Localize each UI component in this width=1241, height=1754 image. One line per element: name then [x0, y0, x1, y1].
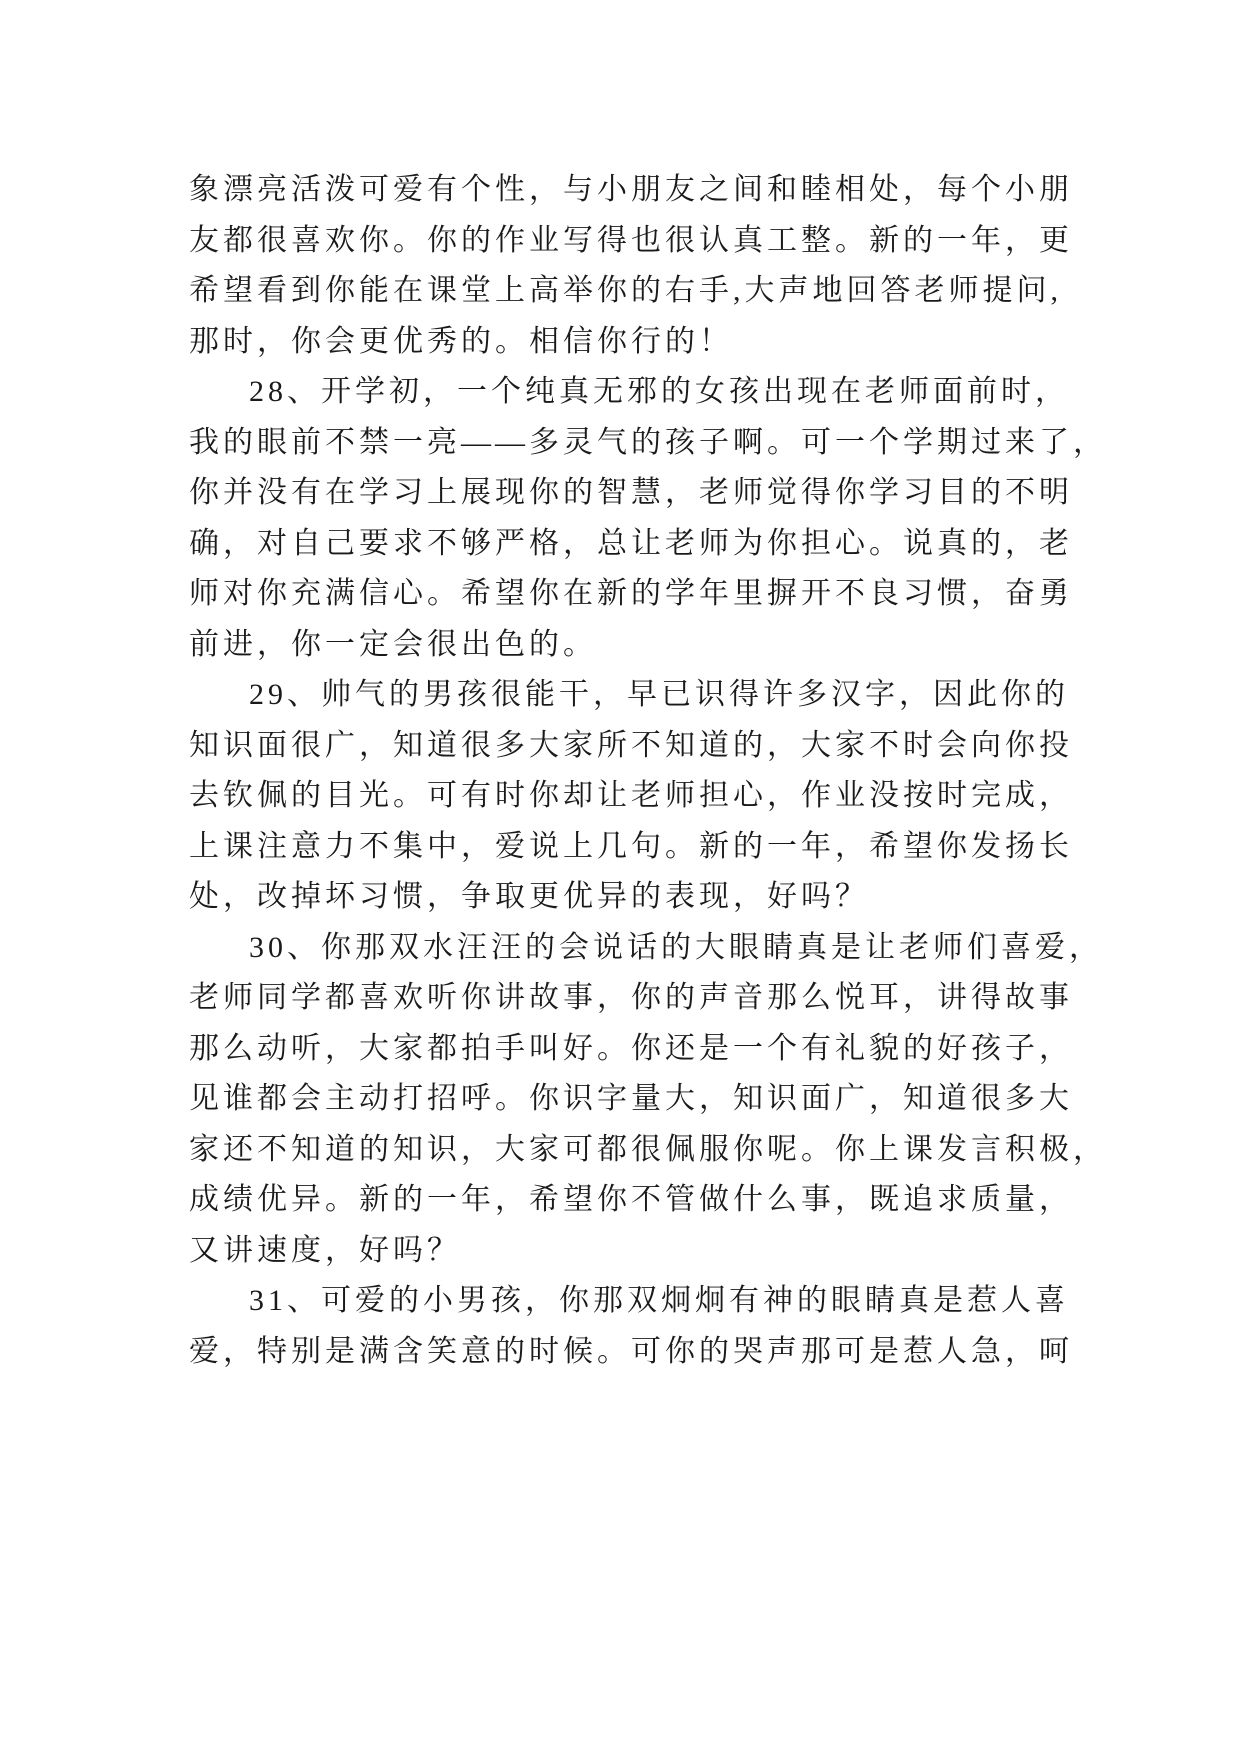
text-line: 前进，你一定会很出色的。 [189, 627, 597, 661]
text-line: 那么动听，大家都拍手叫好。你还是一个有礼貌的好孩子， [189, 1031, 1073, 1065]
text-line: 爱，特别是满含笑意的时候。可你的哭声那可是惹人急，呵 [189, 1334, 1073, 1368]
text-line: 成绩优异。新的一年，希望你不管做什么事，既追求质量， [189, 1183, 1073, 1216]
text-line: 又讲速度，好吗？ [189, 1233, 461, 1267]
text-line: 你并没有在学习上展现你的智慧，老师觉得你学习目的不明 [189, 476, 1073, 509]
text-line: 希望看到你能在课堂上高举你的右手,大声地回答老师提问, [189, 274, 1062, 307]
text-line: 友都很喜欢你。你的作业写得也很认真工整。新的一年，更 [189, 223, 1073, 257]
text-line: 见谁都会主动打招呼。你识字量大，知识面广，知道很多大 [189, 1082, 1073, 1115]
paragraph-first-line: 31、可爱的小男孩，你那双炯炯有神的眼睛真是惹人喜 [249, 1284, 1069, 1317]
text-line: 师对你充满信心。希望你在新的学年里摒开不良习惯，奋勇 [189, 577, 1073, 610]
text-line: 老师同学都喜欢听你讲故事，你的声音那么悦耳，讲得故事 [189, 981, 1073, 1014]
text-line: 象漂亮活泼可爱有个性，与小朋友之间和睦相处，每个小朋 [189, 173, 1073, 206]
text-line: 知识面很广，知道很多大家所不知道的，大家不时会向你投 [189, 728, 1073, 762]
paragraph-first-line: 29、帅气的男孩很能干，早已识得许多汉字，因此你的 [249, 678, 1069, 711]
text-line: 确，对自己要求不够严格，总让老师为你担心。说真的，老 [189, 526, 1073, 560]
body-text [189, 165, 1109, 1377]
paragraph-first-line: 28、开学初，一个纯真无邪的女孩出现在老师面前时， [249, 375, 1069, 408]
paragraph-first-line: 30、你那双水汪汪的会说话的大眼睛真是让老师们喜爱， [249, 930, 1103, 964]
text-line: 上课注意力不集中，爱说上几句。新的一年，希望你发扬长 [189, 829, 1073, 863]
text-line: 那时，你会更优秀的。相信你行的！ [189, 324, 733, 358]
text-line: 我的眼前不禁一亮——多灵气的孩子啊。可一个学期过来了， [189, 425, 1107, 459]
text-line: 家还不知道的知识，大家可都很佩服你呢。你上课发言积极， [189, 1132, 1107, 1166]
text-line: 处，改掉坏习惯，争取更优异的表现，好吗？ [189, 880, 869, 913]
text-line: 去钦佩的目光。可有时你却让老师担心，作业没按时完成， [189, 779, 1073, 812]
